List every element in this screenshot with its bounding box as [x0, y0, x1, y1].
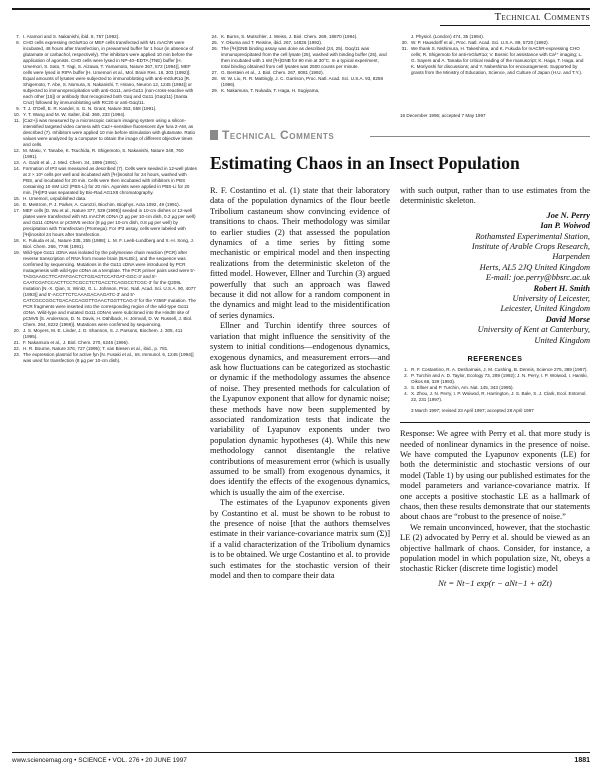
paragraph-estimates: The estimates of the Lyapunov exponents given by Costantino et al. must be shown to be robust to the presence of noise [that the authors themselves estimate in their variance-covariance matrix sum (Σ)] if a valid characterization of the Tribolium dynamics is to be obtained. We urge Costantino et al. to provide such estimates for the stochastic version of their model and then to compare their data — [210, 498, 390, 581]
reference-number: 25. — [211, 40, 218, 45]
reference-number: 22. — [13, 346, 20, 351]
reference-item — [210, 46, 388, 70]
section-header: Technical Comments — [494, 12, 590, 23]
footer-bullet: • — [74, 757, 77, 764]
reference-number: 18. — [13, 238, 20, 243]
author-affiliation: United Kingdom — [534, 335, 590, 345]
reference-text: A. Gazit et al., J. Med. Chem. 34, 1896 (1991). — [23, 160, 118, 165]
footer-bullet: • — [141, 757, 144, 764]
reference-text: MEF cells [D. Wu et al., Nature 377, 539 (1995)] seeded in 10-cm dishes or 12-well plates were transfected with M1 mAChR cDNA (2 µg per 10-cm dish, 0.2 µg per well) and Gα11 cDNAs or pCMV5 vector (8 µg per 10-cm dish, 0.8 µg per well) by precipitation with Transfectam (Promega). For IP3 assay, cells were labeled with [³H]inositol 24 hours after transfection. — [23, 208, 196, 237]
reference-number: 16. — [13, 202, 20, 207]
reference-text: Wild-type Gα11 cDNA was isolated by the polymerase chain reaction (PCR) after reverse transcription of RNA from mouse brain (BALB/c), and the sequence was confirmed by sequencing. Mutations in the Gα11 cDNA were introduced by PCR mutagenesis with wild-type cDNA as a template. The PCR primer pairs used were 5'-TAGGAAGCTTCATATGACTCTGGAGTCCATGAT-GGC-3' and 5'-CAATCGATCCACTTCCTCGCCTCTGACCTCAGGCCTCGC-3' for the Q209L mutation [N.-X. Qian, S. Winitz, G. L. Johnson, Proc. Natl. Acad. Sci. U.S.A. 90, 4077 (1993)] and 5'-ACCTTCTCAAAGACAAGATC-3' and 5'-CATCGCCGGCTGACACCAGGTTGAACTGGTTCAG-3' for the Y356F mutation. The PCR fragments were inserted into the corresponding region of the wild-type Gα11 cDNA. Wild-type and mutated Gα11 cDNAs were subcloned into the HindIII site of pCMV5 [S. Andersson, D. N. Davis, H. Dählback, H. Jörnvall, D. W. Russell, J. Biol. Chem. 264, 8222 (1989)]. Mutations were confirmed by sequencing. — [23, 250, 196, 327]
reference-number: 14. — [13, 166, 20, 171]
header-underline — [440, 25, 590, 26]
reference-number: 9. — [16, 106, 20, 111]
reference-number: 2. — [404, 373, 408, 379]
reference-number: 15. — [13, 196, 20, 201]
footer-date: 20 JUNE 1997 — [145, 757, 187, 764]
reference-text: T. J. O’Dell, E. R. Kandel, S. G. N. Grant, Nature 353, 558 (1991). — [23, 106, 157, 111]
reference-text: W. P. Hausdorff et al., Proc. Natl. Acad. Sci. U.S.A. 89, 5720 (1992). — [411, 40, 549, 45]
author-affiliation: University of Kent at Canterbury, — [477, 325, 590, 335]
reference-text: M. Masu, Y. Tanabe, K. Tsuchida, R. Shigemoto, S. Nakanishi, Nature 349, 760 (1991). — [23, 148, 184, 159]
body-column-2 — [400, 186, 590, 742]
article-title: Estimating Chaos in an Insect Population — [210, 153, 520, 173]
reference-item — [12, 148, 197, 160]
reference-number: 17. — [13, 208, 20, 213]
reference-text: Y. Okuma and T. Reisine, ibid. 267, 14826 (1992). — [221, 40, 323, 45]
reference-text: We thank S. Nishimura, H. Takeshima, and K. Fukuda for mAChR-expressing CHO cells; R. Shigemoto for anti-mGluR1α; V. Bosnic for assistance with Ca²⁺ imaging; L. G. Sayers and A. Tanaka for critical reading of the manuscript; K. Haga, T. Haga, and K. Moriyoshi for discussions; and Y. Nabeshima for encouragement. Supported by grants from the Ministry of Education, Science, and Culture of Japan (H.U. and T.Y.). — [411, 46, 584, 75]
equation: Nt = Nt−1 exp(r − aNt−1 + σZt) — [438, 577, 552, 588]
signature-block — [400, 221, 590, 283]
reference-number: 28. — [211, 76, 218, 81]
reference-text: S. Ellner and P. Turchin, Am. Nat. 145, 343 (1995). — [411, 385, 514, 391]
reference-text: X. Zhou, J. N. Perry, I. P. Woiwod, R. Harrington, J. S. Bale, S. J. Clark, Ecol. Entomol. 22, 231 (1997). — [411, 391, 587, 403]
author-name: Joe N. Perry — [546, 210, 590, 220]
signature-block — [400, 315, 590, 346]
reference-text: Formation of IP3 was measured as described (7). Cells were seeded in 12-well plates at 2 × 10⁵ cells per well and incubated with [³H]inositol for 24 hours, washed with PBS, and incubated for 20 min. Cells were then incubated with inhibitors in PBS containing 10 mM LiCl (PBS-Li) for 20 min. Agonists were applied in PBS-Li for 20 min. [³H]IP3 was separated by Bio-Rad AG1X8 chromatography. — [23, 166, 197, 195]
author-affiliation: University of Leicester, — [512, 294, 590, 304]
comment-reference-item — [400, 373, 590, 385]
refs-column-2 — [210, 34, 388, 110]
reference-number: 30. — [401, 40, 408, 45]
reference-number: 4. — [404, 391, 408, 397]
reference-number: 24. — [211, 34, 218, 39]
reference-text: H. Umemori, unpublished data. — [23, 196, 87, 201]
reference-number: 12. — [13, 148, 20, 153]
reference-text: K. Fukuda et al., Nature 335, 355 (1988); L. M. F. Leeb-Lundberg and X.-H. Song, J. Biol. Chem. 266, 7746 (1991). — [23, 238, 195, 249]
reference-item — [12, 208, 197, 238]
response-paragraph: Response: We agree with Perry et al. that more study is needed of nonlinear dynamics in the presence of noise. We have computed the Lyapunov exponents (LE) for both the deterministic and stochastic versions of our model (Table 1) by using our published estimates for the model parameters and variance-covariance matrix. If one accepts a positive stochastic LE as a hallmark of chaos, then these results demonstrate that our statements about chaos are “robust to the presence of noise.” — [400, 429, 590, 522]
reference-item — [12, 118, 197, 148]
author-affiliation: Harpenden — [552, 252, 590, 262]
reference-text: J. S. Moyers, M. E. Linder, J. D. Shannon, S. J. Parsons, Biochem. J. 305, 411 (1995). — [23, 328, 183, 339]
reference-text: H. R. Bourne, Nature 376, 727 (1995); T. van Biesen et al., ibid., p. 781. — [23, 346, 169, 351]
footer-volume: VOL. 276 — [112, 757, 140, 764]
page-number: 1881 — [574, 757, 590, 764]
author-name: Robert H. Smith — [533, 283, 590, 293]
paragraph-continued: with such output, rather than to use estimates from the deterministic skeleton. — [400, 186, 590, 206]
reference-text: K. Nakamura, T. Nukada, T. Haga, H. Sugiyama, — [221, 88, 320, 93]
reference-text: F. Nakamura et al., J. Biol. Chem. 270, 6246 (1995). — [23, 340, 129, 345]
reference-text: K. Burns, S. Mutschler, J. Weiss, J. Biol. Chem. 269, 18870 (1994). — [221, 34, 358, 39]
author-name: David Morse — [545, 314, 590, 324]
comment-dates: 3 March 1997; revised 23 April 1997; accepted 28 April 1997 — [411, 408, 534, 414]
reference-text: The [³H]GNB binding assay was done as described (24, 25). Gαq/11 was immunoprecipitated from the cell lysate (25), washed with binding buffer (25), and then incubated with 1 nM [³H]GNB for 90 min at 30°C. In a typical experiment, total binding obtained from cell lysates was 2500 counts per minute. — [221, 46, 387, 69]
reference-text: W. W. Liu, R. R. Mattingly, J. C. Garrison, Proc. Natl. Acad. Sci. U.S.A. 93, 8258 (1996). — [221, 76, 384, 87]
footer-journal: SCIENCE — [78, 757, 107, 764]
author-affiliation: Rothamsted Experimental Station, — [475, 231, 590, 241]
reference-number: 27. — [211, 70, 218, 75]
reference-text: [Ca2+]i was measured by a microscopic calcium imaging system using a silicon-intensified targeted video camera with Ca2+-sensitive fluorescent dye fura 2-AM, as described (7). Inhibitors were applied 10 min before stimulation with glutamate. Ratio values were analyzed by a computer to obtain the image of different objective times and cells. — [23, 118, 196, 147]
reference-text: I. Aramori and S. Nakanishi, ibid. 8, 757 (1992). — [23, 34, 120, 39]
reference-number: 20. — [13, 328, 20, 333]
reference-number: 3. — [404, 385, 408, 391]
reference-item — [12, 352, 197, 364]
reference-item — [210, 76, 388, 88]
reference-number: 7. — [16, 34, 20, 39]
footer — [12, 757, 590, 764]
reference-text: J. Physiol. (London) 474, 35 (1994). — [411, 34, 485, 39]
reference-number: 29. — [211, 88, 218, 93]
reference-number: 11. — [13, 118, 20, 123]
banner — [210, 128, 590, 144]
references-heading: REFERENCES — [467, 354, 523, 364]
reference-text: P. Turchin and A. D. Taylor, Ecology 73, 289 (1992); J. N. Perry, I. P. Woiwod, I. Hanski, Oikos 68, 329 (1993). — [411, 373, 588, 385]
reference-text: R. F. Costantino, R. A. Desharnais, J. M. Cushing, B. Dennis, Science 275, 389 (1997). — [411, 367, 588, 373]
reference-number: 10. — [13, 112, 20, 117]
response-paragraph-2: We remain unconvinced, however, that the stochastic LE (2) advocated by Perry et al. should be viewed as an objective hallmark of chaos. Consider, for instance, a population model in which population size, Nt, obeys a stochastic Ricker (discrete time logistic) model — [400, 522, 590, 574]
footer-url: www.sciencemag.org — [12, 757, 73, 764]
refs-dates: 16 December 1996; accepted 7 May 1997 — [400, 113, 486, 118]
reference-number: 23. — [13, 352, 20, 357]
author-affiliation: Herts, AL5 2JQ United Kingdom — [479, 262, 590, 272]
reference-item — [12, 40, 197, 106]
reference-text: E. Mestrom, P. J. Parker, A. Carozzi, Biochim. Biophys. Acta 1092, 49 (1991). — [23, 202, 180, 207]
reference-number: 26. — [211, 46, 218, 51]
signature-block — [400, 211, 590, 221]
reference-text: Y. T. Wang and M. W. Salter, ibid. 369, 233 (1994). — [23, 112, 126, 117]
reference-item — [12, 238, 197, 250]
banner-line — [370, 136, 590, 137]
header-rule — [12, 8, 590, 10]
reference-number: 1. — [404, 367, 408, 373]
signatures — [400, 211, 590, 346]
author-affiliation: Leicester, United Kingdom — [500, 304, 590, 314]
references-list — [400, 367, 590, 403]
signature-block — [400, 284, 590, 315]
refs-column-3 — [400, 34, 588, 120]
reference-number: 13. — [13, 160, 20, 165]
reference-item — [12, 250, 197, 328]
footer-bullet: • — [108, 757, 111, 764]
reference-item — [210, 88, 388, 94]
reference-number: 31. — [401, 46, 408, 51]
reference-item — [12, 328, 197, 340]
paragraph-intro: R. F. Costantino et al. (1) state that their laboratory data of the population dynamics of the flour beetle Tribolium castaneum show convincing evidence of transitions to chaos. Their methodology was similar to earlier studies (2) that assessed the population dynamics of a time series by fitting some mechanistic or empirical model and then inspecting realizations from the deterministic skeleton of the fitted model. However, Ellner and Turchin (3) argued powerfully that such an approach was flawed because it did not allow for a random component in the dynamics and might lead to the misidentification of series dynamics. — [210, 186, 390, 320]
refs-column-1 — [12, 34, 197, 600]
banner-label: Technical Comments — [222, 128, 335, 142]
reference-item — [12, 166, 197, 196]
footer-rule — [12, 752, 590, 753]
comment-reference-item — [400, 391, 590, 403]
banner-box — [210, 130, 218, 140]
paragraph-sources: Ellner and Turchin identify three sources of variation that might influence the sensitivity of the system to initial conditions—endogenous dynamics, exogenous dynamics, and measurement errors—and ask how fluctuations can be categorized as stochastic or dynamic if the methodology assumes the absence of noise. They presented methods for calculation of the Lyapunov exponent that allow for dynamic noise; these methods have now been supplemented by associated randomization tests that indicate the variability of Lyapunov exponents under two population dynamic hypotheses (4). While this new methodology cannot disentangle the relative contributions of measurement error (which is usually assumed to be small) from exogenous dynamics, it does identify the effects of the exogenous dynamics, which is usually the aim of the exercise. — [210, 321, 390, 497]
reference-text: The expression plasmid for active fyn [N. Fusaki et al., Int. Immunol. 6, 1245 (1994)] was used for transfection (8 µg per 10-cm dish). — [23, 352, 194, 363]
reference-text: G. Berstein et al., J. Biol. Chem. 267, 8081 (1992). — [221, 70, 324, 75]
reference-text: CHO cells expressing mGluR1α or MEF cells transfected with M1 mAChR were incubated, 48 hours after transfection, in prewarmed buffer for 1 hour (in absence of glutamate or carbachol, respectively). The inhibitors were applied 10 min before the application of agonists. CHO cells were lysed in NP-40–EDTA (TNE) buffer [H. Umemori, S. Sato, T. Yagi, S. Aizawa, T. Yamamoto, Nature 367, 572 (1994)]. MEF cells were lysed in RIPA buffer [H. Umemori et al., Mol. Brain Res. 16, 303 (1992)]. Equal amounts of lysates were subjected to immunoblotting with anti-mGluR1α [R. Shigemoto, T. Abe, S. Nomura, S. Nakanishi, T. Hirano, Neuron 12, 1245 (1994)] or subjected to immunoprecipitation with anti-Gα11, anti-Gα11 (non-cross-reactive with each other [15]) or antibody that recognized both Gαq and Gα11 (Gαq/11) (Santa Cruz) followed by immunoblotting with RC20 or anti-Gαq/11. — [23, 40, 194, 105]
reference-number: 21. — [13, 340, 20, 345]
reference-item — [400, 46, 588, 76]
author-affiliation: E-mail: joe.perry@bbsrc.ac.uk — [485, 273, 590, 283]
author-name: Ian P. Woiwod — [540, 221, 590, 231]
reference-number: 8. — [16, 40, 20, 45]
response-rule — [400, 422, 590, 423]
reference-number: 19. — [13, 250, 20, 255]
author-affiliation: Institute of Arable Crops Research, — [471, 242, 590, 252]
body-column-1 — [210, 186, 390, 738]
